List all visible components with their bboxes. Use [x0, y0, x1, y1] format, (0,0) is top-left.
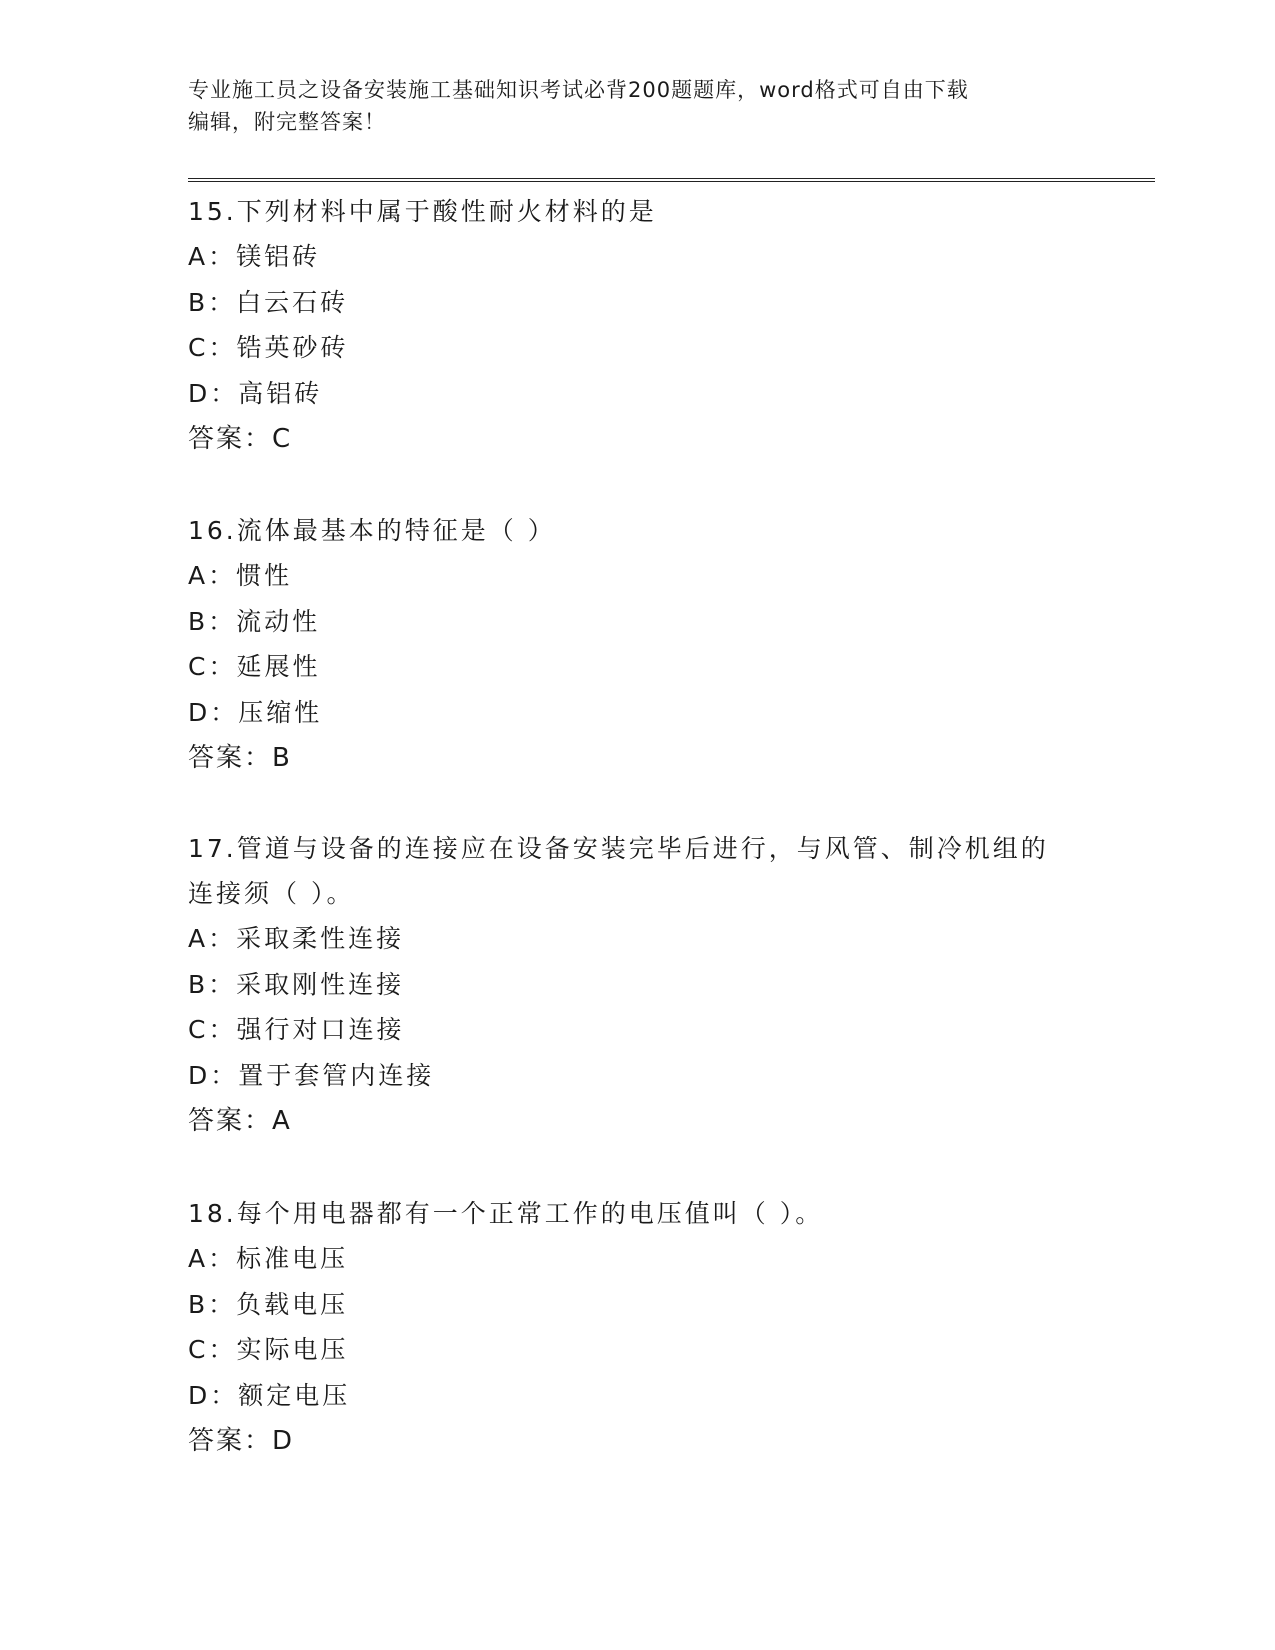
question-stem: 17.管道与设备的连接应在设备安装完毕后进行，与风管、制冷机组的: [188, 834, 1049, 863]
header-line-1: 专业施工员之设备安装施工基础知识考试必背200题题库，word格式可自由下载: [188, 78, 969, 102]
answer: 答案：D: [188, 1426, 295, 1456]
document-header: [188, 74, 1088, 138]
option-c: C：延展性: [188, 652, 321, 681]
option-b: B：采取刚性连接: [188, 969, 405, 999]
question-18: [188, 1191, 1088, 1464]
option-d: D：额定电压: [188, 1380, 351, 1410]
option-b: B：负载电压: [188, 1289, 349, 1319]
option-b: B：白云石砖: [188, 287, 349, 317]
question-stem: 15.下列材料中属于酸性耐火材料的是: [188, 197, 657, 226]
answer: 答案：A: [188, 1106, 292, 1136]
question-stem-continued: 连接须（ ）。: [188, 879, 355, 908]
question-17: [188, 826, 1088, 1144]
question-stem: 18.每个用电器都有一个正常工作的电压值叫（ ）。: [188, 1199, 824, 1228]
header-divider: [188, 178, 1155, 182]
option-d: D：置于套管内连接: [188, 1060, 435, 1090]
answer: 答案：B: [188, 743, 292, 773]
question-stem: 16.流体最基本的特征是（ ）: [188, 516, 556, 545]
option-a: A：镁铝砖: [188, 242, 321, 271]
option-a: A：采取柔性连接: [188, 924, 405, 953]
option-d: D：压缩性: [188, 697, 323, 727]
option-a: A：惯性: [188, 561, 293, 590]
option-b: B：流动性: [188, 606, 321, 636]
option-c: C：实际电压: [188, 1335, 349, 1364]
question-15: [188, 189, 1088, 462]
option-c: C：强行对口连接: [188, 1015, 405, 1044]
option-c: C：锆英砂砖: [188, 333, 349, 362]
question-16: [188, 508, 1088, 781]
option-a: A：标准电压: [188, 1244, 349, 1273]
option-d: D：高铝砖: [188, 378, 323, 408]
answer: 答案：C: [188, 424, 293, 454]
header-line-2: 编辑，附完整答案！: [188, 110, 386, 134]
